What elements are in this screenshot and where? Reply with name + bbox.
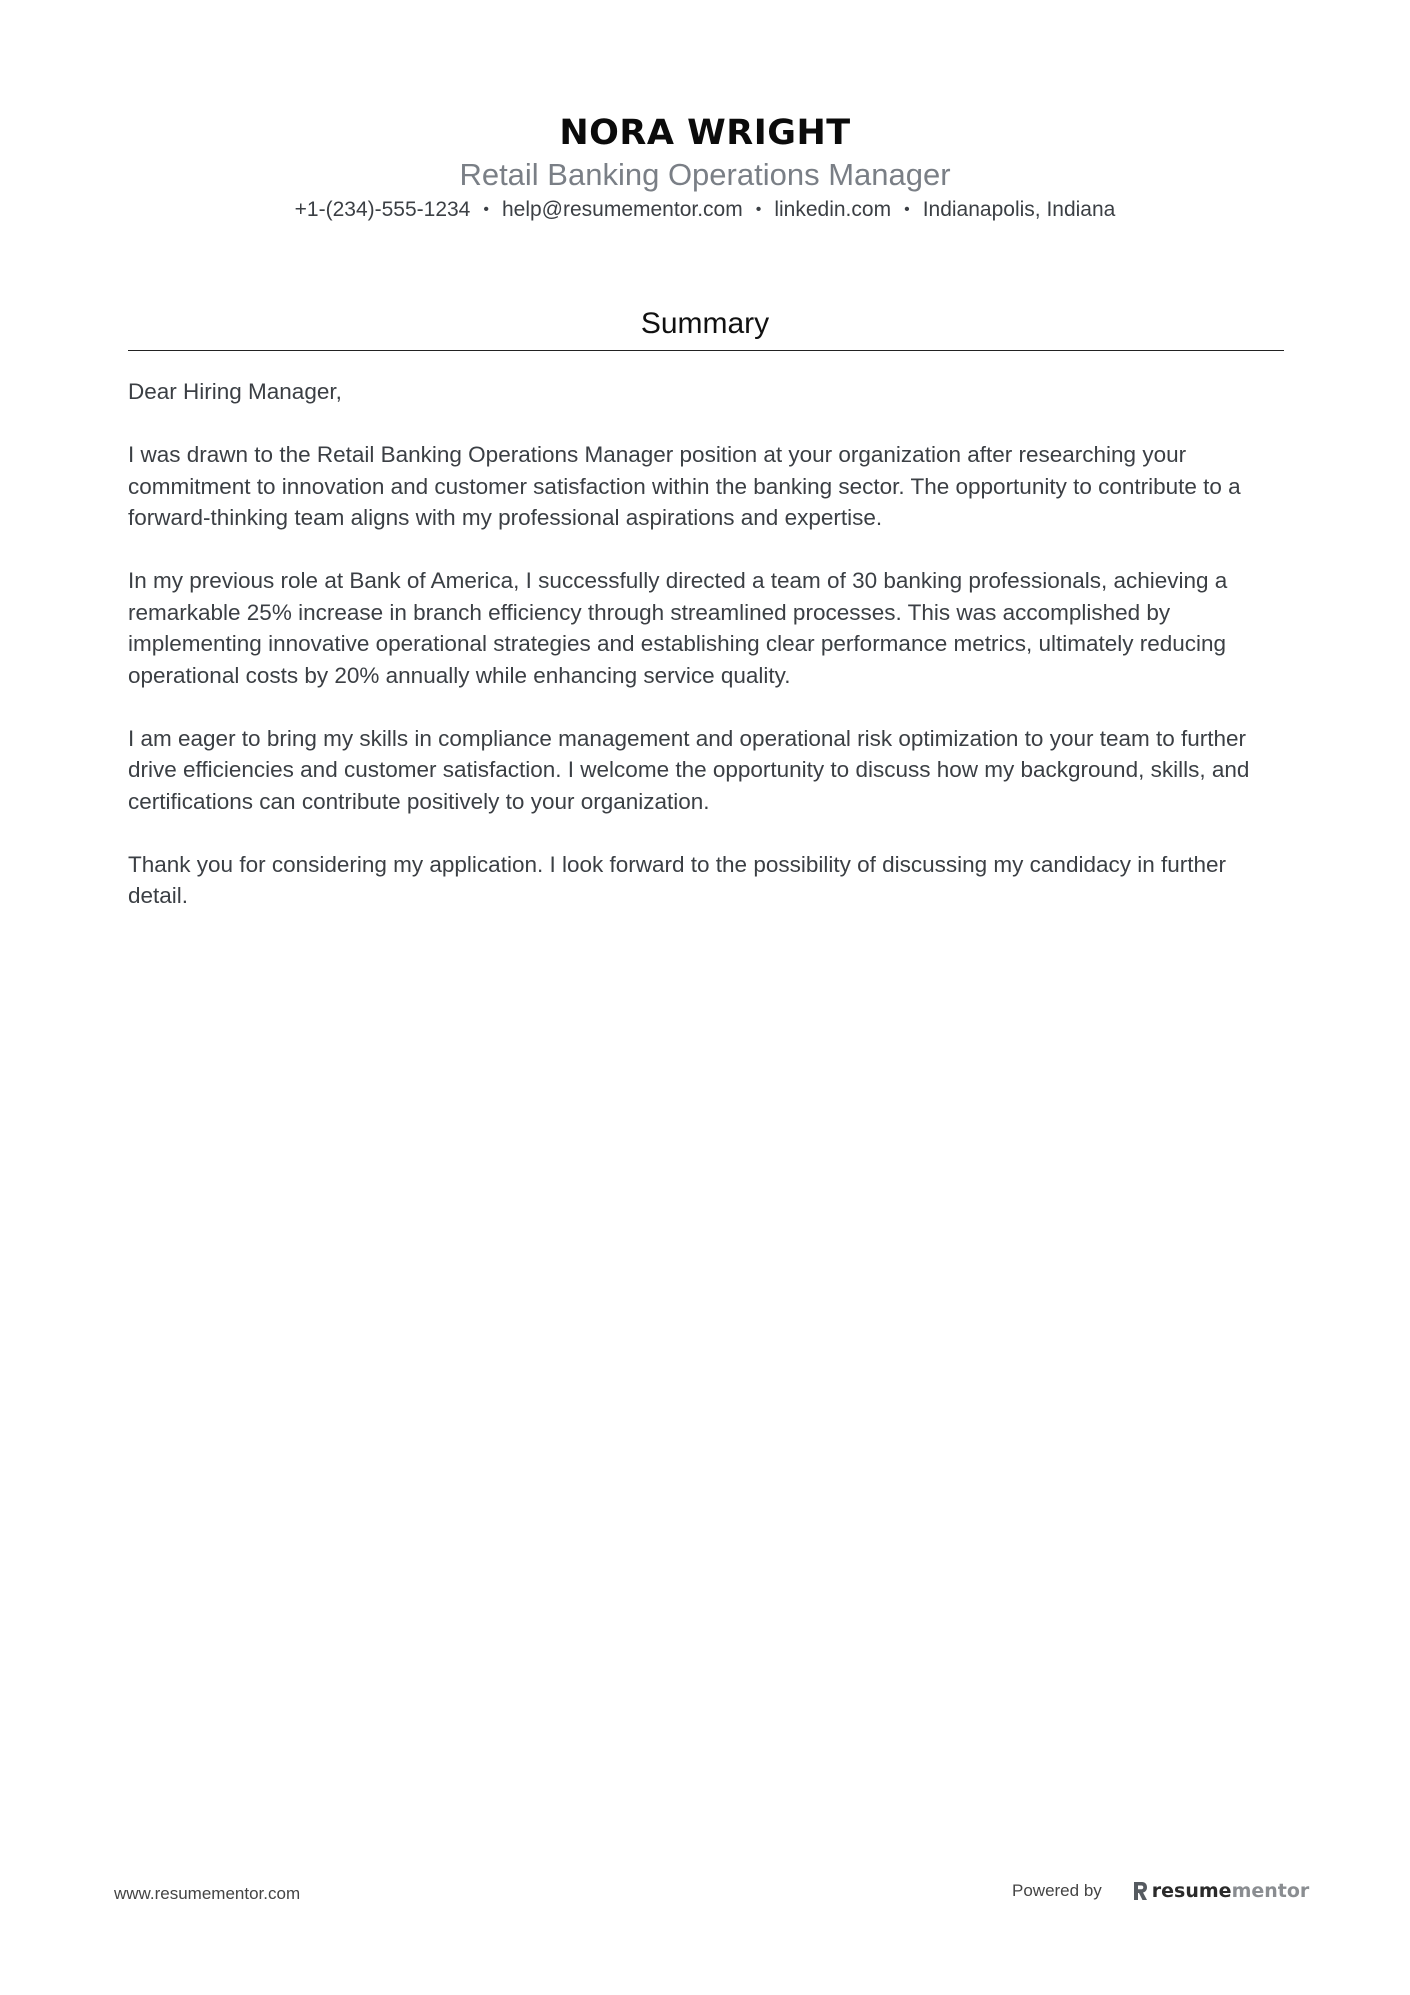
cover-letter-body <box>128 376 1288 943</box>
logo-text-resume: resume <box>1151 1880 1232 1902</box>
contact-email[interactable]: help@resumementor.com <box>501 198 743 221</box>
candidate-name: NORA WRIGHT <box>559 113 851 153</box>
letter-paragraph: I am eager to bring my skills in compliance management and operational risk optimization to your team to further drive efficiencies and customer satisfaction. I welcome the opportunity to discuss how my background, skills, and certifications can contribute positively to your organization. <box>128 725 1250 814</box>
contact-separator: • <box>755 201 762 218</box>
powered-by-label: Powered by <box>1012 1881 1102 1900</box>
letter-paragraph: In my previous role at Bank of America, I successfully directed a team of 30 banking professionals, achieving a remarkable 25% increase in branch efficiency through streamlined processes. This was accomplished by implementing innovative operational strategies and establishing clear performance metrics, ultimately reducing operational costs by 20% annually while enhancing service quality. <box>128 568 1228 688</box>
logo-text-mentor: mentor <box>1231 1880 1310 1902</box>
contact-location: Indianapolis, Indiana <box>922 198 1116 221</box>
letter-paragraph: I was drawn to the Retail Banking Operations Manager position at your organization after researching your commitment to innovation and customer satisfaction within the banking sector. The opportunity to contribute to a forward-thinking team aligns with my professional aspirations and expertise. <box>128 442 1241 530</box>
contact-linkedin[interactable]: linkedin.com <box>774 198 892 221</box>
job-title: Retail Banking Operations Manager <box>459 157 951 192</box>
resumementor-logo[interactable] <box>1132 1880 1310 1902</box>
contact-line <box>0 196 1410 224</box>
resumementor-logo-icon <box>1132 1881 1148 1901</box>
contact-separator: • <box>483 201 489 218</box>
resume-header <box>0 112 1410 224</box>
section-title-summary: Summary <box>640 307 770 340</box>
letter-paragraph: Thank you for considering my application. I look forward to the possibility of discussing my candidacy in further detail. <box>128 851 1227 908</box>
contact-phone: +1-(234)-555-1234 <box>294 198 471 221</box>
footer-branding <box>1012 1880 1309 1902</box>
section-divider <box>128 350 1284 351</box>
footer-website-link[interactable]: www.resumementor.com <box>114 1884 301 1903</box>
contact-separator: • <box>904 201 910 218</box>
letter-greeting: Dear Hiring Manager, <box>128 379 342 404</box>
